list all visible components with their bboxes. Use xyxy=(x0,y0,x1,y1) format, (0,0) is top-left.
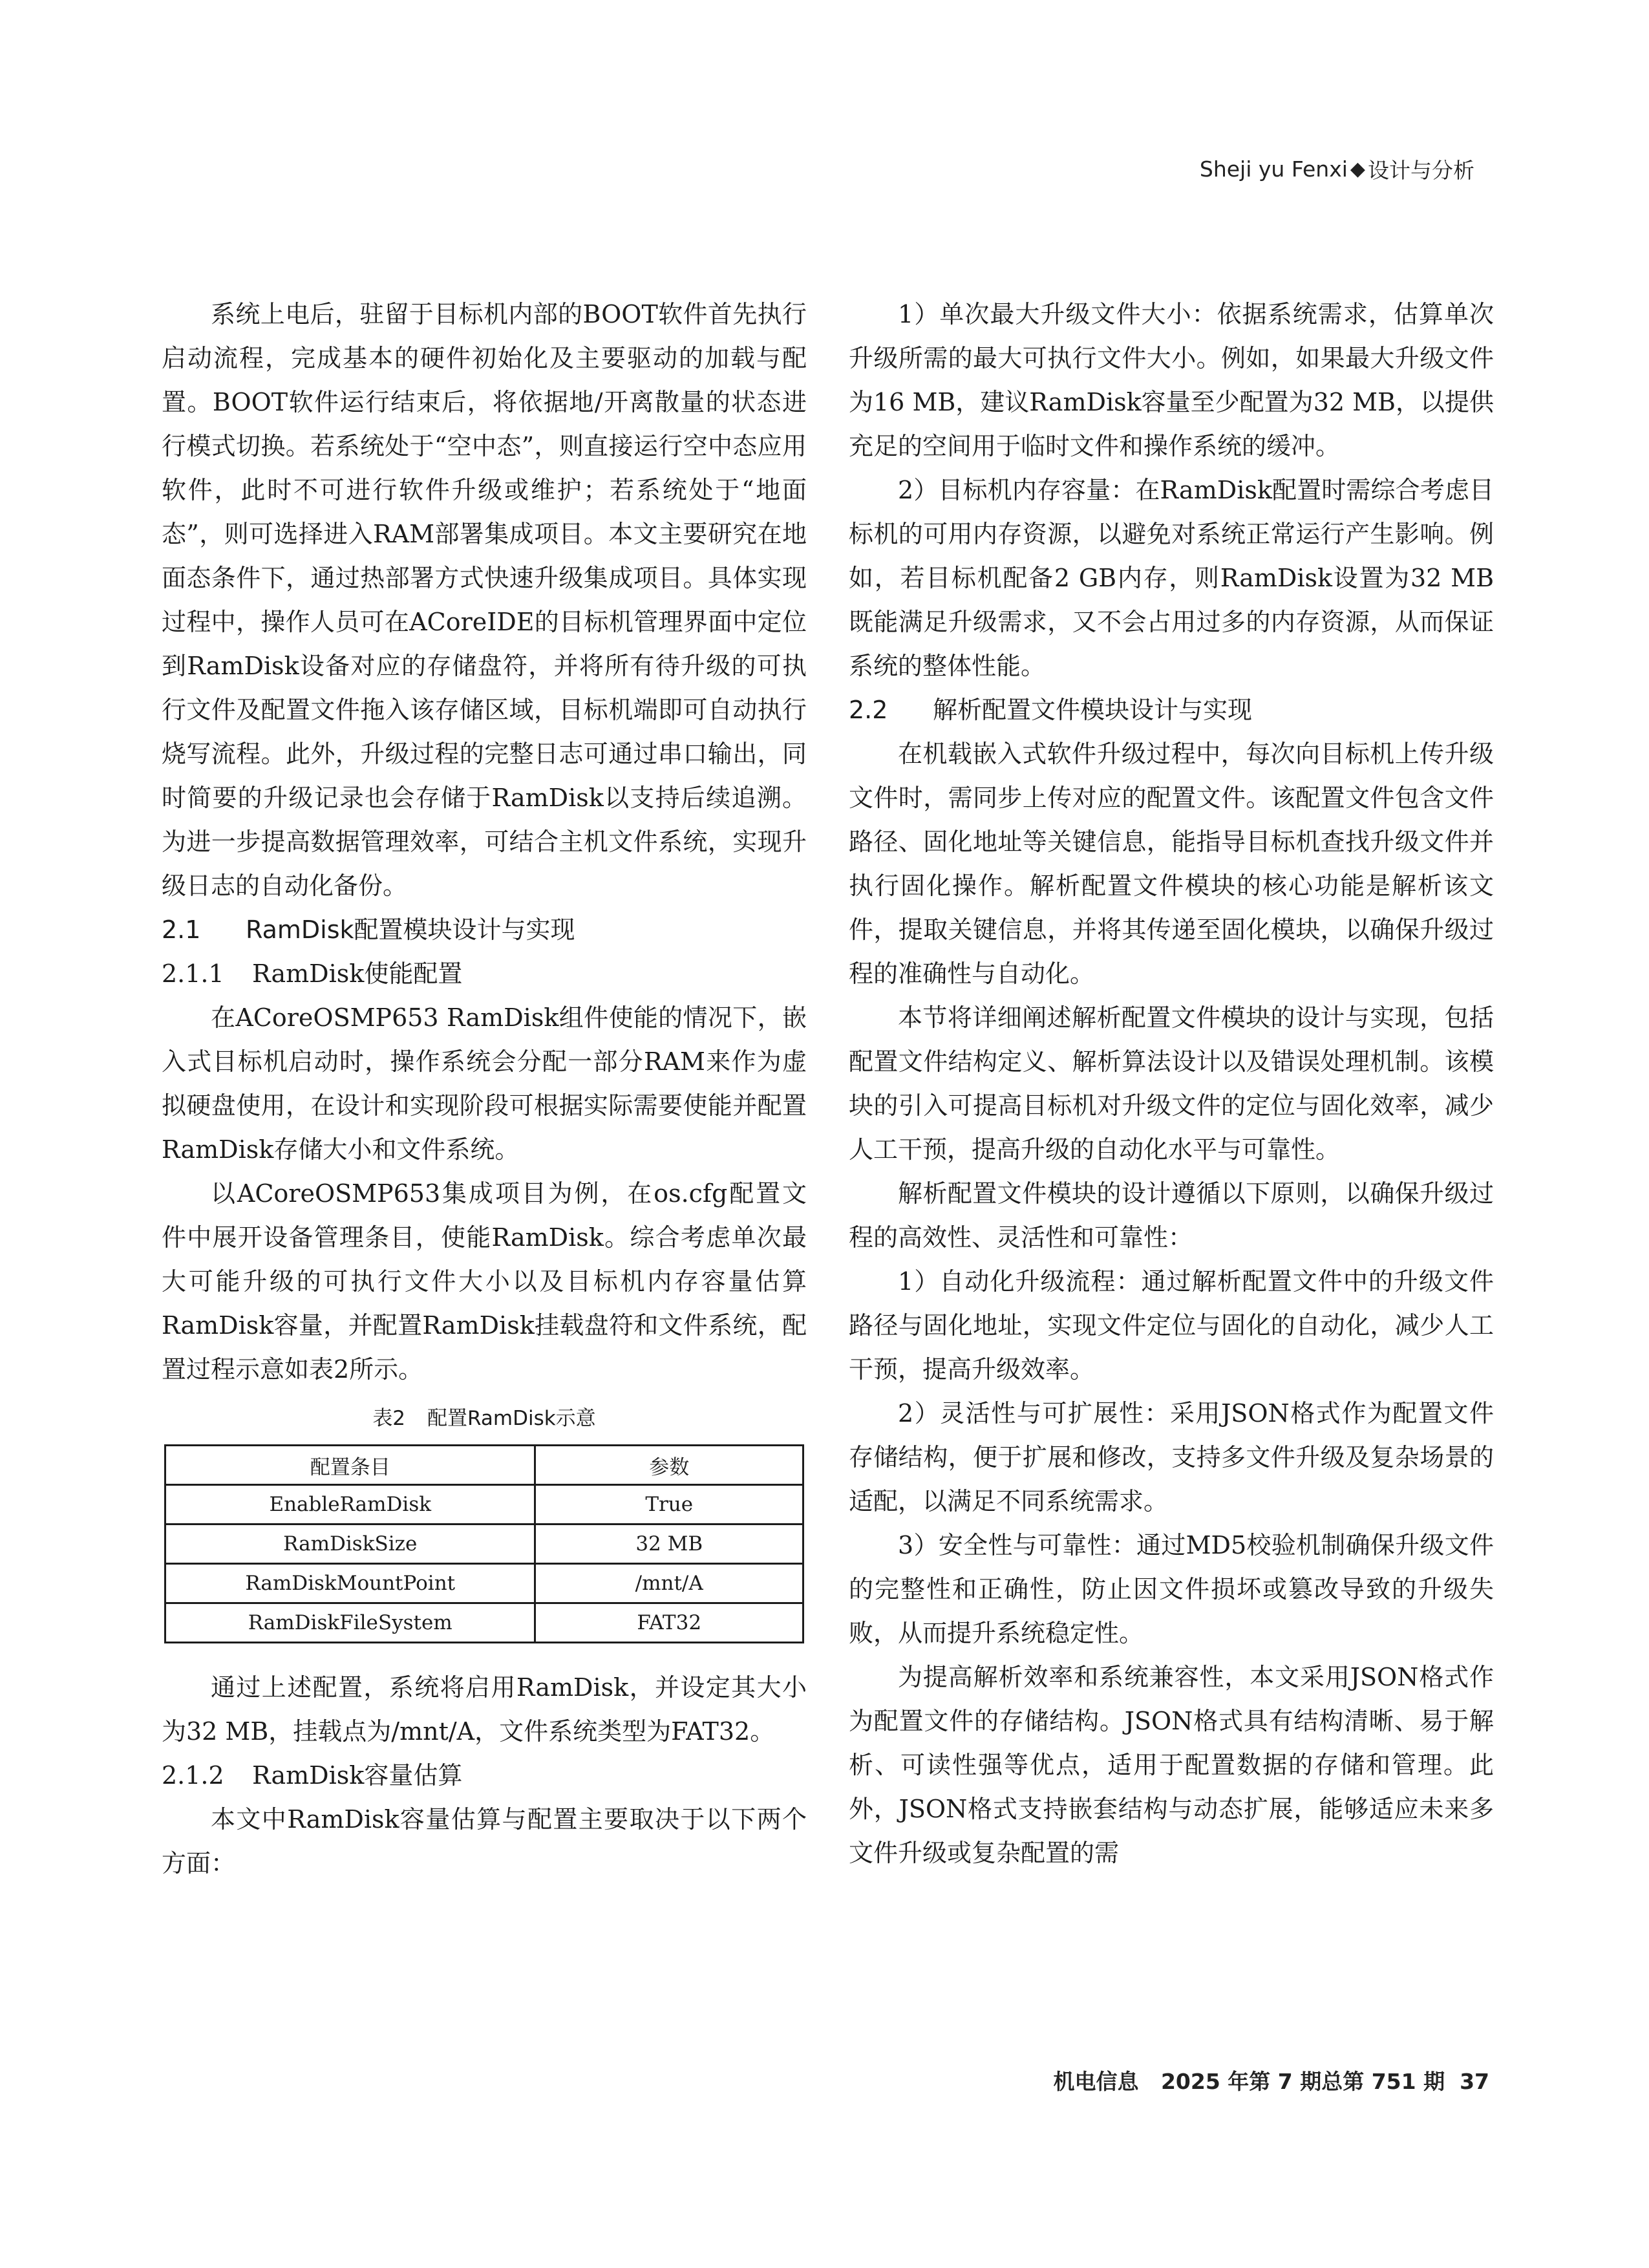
paragraph: 在机载嵌入式软件升级过程中，每次向目标机上传升级文件时，需同步上传对应的配置文件。该配置文件包含文件路径、固化地址等关键信息，能指导目标机查找升级文件并执行固化操作。解析配置文件模块的核心功能是解析该文件，提取关键信息，并将其传递至固化模块，以确保升级过程的准确性与自动化。 xyxy=(849,740,1494,988)
section-title: RamDisk容量估算 xyxy=(252,1761,463,1790)
diamond-icon: ◆ xyxy=(1350,157,1365,180)
table-caption xyxy=(162,1399,807,1438)
paragraph: 系统上电后，驻留于目标机内部的BOOT软件首先执行启动流程，完成基本的硬件初始化及主要驱动的加载与配置。BOOT软件运行结束后，将依据地/开离散量的状态进行模式切换。若系统处于“空中态”，则直接运行空中态应用软件，此时不可进行软件升级或维护；若系统处于“地面态”，则可选择进入RAM部署集成项目。本文主要研究在地面态条件下，通过热部署方式快速升级集成项目。具体实现过程中，操作人员可在ACoreIDE的目标机管理界面中定位到RamDisk设备对应的存储盘符，并将所有待升级的可执行文件及配置文件拖入该存储区域，目标机端即可自动执行烧写流程。此外，升级过程的完整日志可通过串口输出，同时简要的升级记录也会存储于RamDisk以支持后续追溯。为进一步提高数据管理效率，可结合主机文件系统，实现升级日志的自动化备份。 xyxy=(162,300,807,900)
paragraph: 3）安全性与可靠性：通过MD5校验机制确保升级文件的完整性和正确性，防止因文件损坏或篡改导致的升级失败，从而提升系统稳定性。 xyxy=(849,1531,1494,1647)
paragraph: 1）单次最大升级文件大小：依据系统需求，估算单次升级所需的最大可执行文件大小。例如，如果最大升级文件为16 MB，建议RamDisk容量至少配置为32 MB，以提供充足的空间用于临时文件和操作系统的缓冲。 xyxy=(849,300,1494,460)
section-number: 2.1.1 xyxy=(162,959,224,988)
table-row xyxy=(165,1485,803,1524)
paragraph: 2）目标机内存容量：在RamDisk配置时需综合考虑目标机的可用内存资源，以避免对系统正常运行产生影响。例如，若目标机配备2 GB内存，则RamDisk设置为32 MB既能满足升级需求，又不会占用过多的内存资源，从而保证系统的整体性能。 xyxy=(849,476,1494,680)
column-header: 参数 xyxy=(535,1446,803,1485)
table-cell: True xyxy=(535,1485,803,1524)
table-row xyxy=(165,1603,803,1643)
paragraph: 本节将详细阐述解析配置文件模块的设计与实现，包括配置文件结构定义、解析算法设计以及错误处理机制。该模块的引入可提高目标机对升级文件的定位与固化效率，减少人工干预，提高升级的自动化水平与可靠性。 xyxy=(849,1003,1494,1164)
header-section: 设计与分析 xyxy=(1368,157,1474,183)
table-cell: FAT32 xyxy=(535,1603,803,1643)
page-footer xyxy=(1053,2065,1489,2095)
ramdisk-config-table xyxy=(164,1444,804,1643)
table-cell: EnableRamDisk xyxy=(165,1485,535,1524)
section-title: 解析配置文件模块设计与实现 xyxy=(933,696,1253,724)
paragraph: 本文中RamDisk容量估算与配置主要取决于以下两个方面： xyxy=(162,1805,807,1878)
section-heading-2-1 xyxy=(162,908,807,952)
paragraph: 解析配置文件模块的设计遵循以下原则，以确保升级过程的高效性、灵活性和可靠性： xyxy=(849,1179,1494,1252)
table-cell: RamDiskMountPoint xyxy=(165,1564,535,1603)
section-heading-2-1-1 xyxy=(162,952,807,996)
section-title: RamDisk配置模块设计与实现 xyxy=(246,915,575,944)
section-title: RamDisk使能配置 xyxy=(252,959,463,988)
table-row xyxy=(165,1524,803,1564)
right-column xyxy=(849,292,1494,1875)
journal-name: 机电信息 xyxy=(1053,2069,1139,2094)
paragraph: 通过上述配置，系统将启用RamDisk，并设定其大小为32 MB，挂载点为/mnt/A，文件系统类型为FAT32。 xyxy=(162,1673,807,1746)
paragraph: 在ACoreOSMP653 RamDisk组件使能的情况下，嵌入式目标机启动时，操作系统会分配一部分RAM来作为虚拟硬盘使用，在设计和实现阶段可根据实际需要使能并配置RamDisk存储大小和文件系统。 xyxy=(162,1003,807,1164)
paragraph: 2）灵活性与可扩展性：采用JSON格式作为配置文件存储结构，便于扩展和修改，支持多文件升级及复杂场景的适配，以满足不同系统需求。 xyxy=(849,1399,1494,1515)
left-column xyxy=(162,292,807,1885)
section-heading-2-2 xyxy=(849,688,1494,732)
section-number: 2.1.2 xyxy=(162,1761,224,1790)
table-cell: RamDiskSize xyxy=(165,1524,535,1564)
issue-info: 2025 年第 7 期总第 751 期 xyxy=(1160,2069,1445,2094)
table-header-row xyxy=(165,1446,803,1485)
table-cell: RamDiskFileSystem xyxy=(165,1603,535,1643)
table-row xyxy=(165,1564,803,1603)
paragraph: 1）自动化升级流程：通过解析配置文件中的升级文件路径与固化地址，实现文件定位与固化的自动化，减少人工干预，提高升级效率。 xyxy=(849,1267,1494,1384)
section-number: 2.2 xyxy=(849,696,888,724)
section-number: 2.1 xyxy=(162,915,201,944)
table-cell: 32 MB xyxy=(535,1524,803,1564)
page-number: 37 xyxy=(1460,2069,1489,2094)
header-pinyin: Sheji yu Fenxi xyxy=(1199,156,1348,182)
table-title: 配置RamDisk示意 xyxy=(427,1407,596,1430)
running-header xyxy=(1200,150,1474,187)
table-label: 表2 xyxy=(372,1407,406,1430)
section-heading-2-1-2 xyxy=(162,1753,807,1797)
paragraph: 以ACoreOSMP653集成项目为例，在os.cfg配置文件中展开设备管理条目，使能RamDisk。综合考虑单次最大可能升级的可执行文件大小以及目标机内存容量估算RamDisk容量，并配置RamDisk挂载盘符和文件系统，配置过程示意如表2所示。 xyxy=(162,1179,807,1384)
table-cell: /mnt/A xyxy=(535,1564,803,1603)
column-header: 配置条目 xyxy=(165,1446,535,1485)
paragraph: 为提高解析效率和系统兼容性，本文采用JSON格式作为配置文件的存储结构。JSON格式具有结构清晰、易于解析、可读性强等优点，适用于配置数据的存储和管理。此外，JSON格式支持嵌套结构与动态扩展，能够适应未来多文件升级或复杂配置的需 xyxy=(849,1663,1494,1867)
